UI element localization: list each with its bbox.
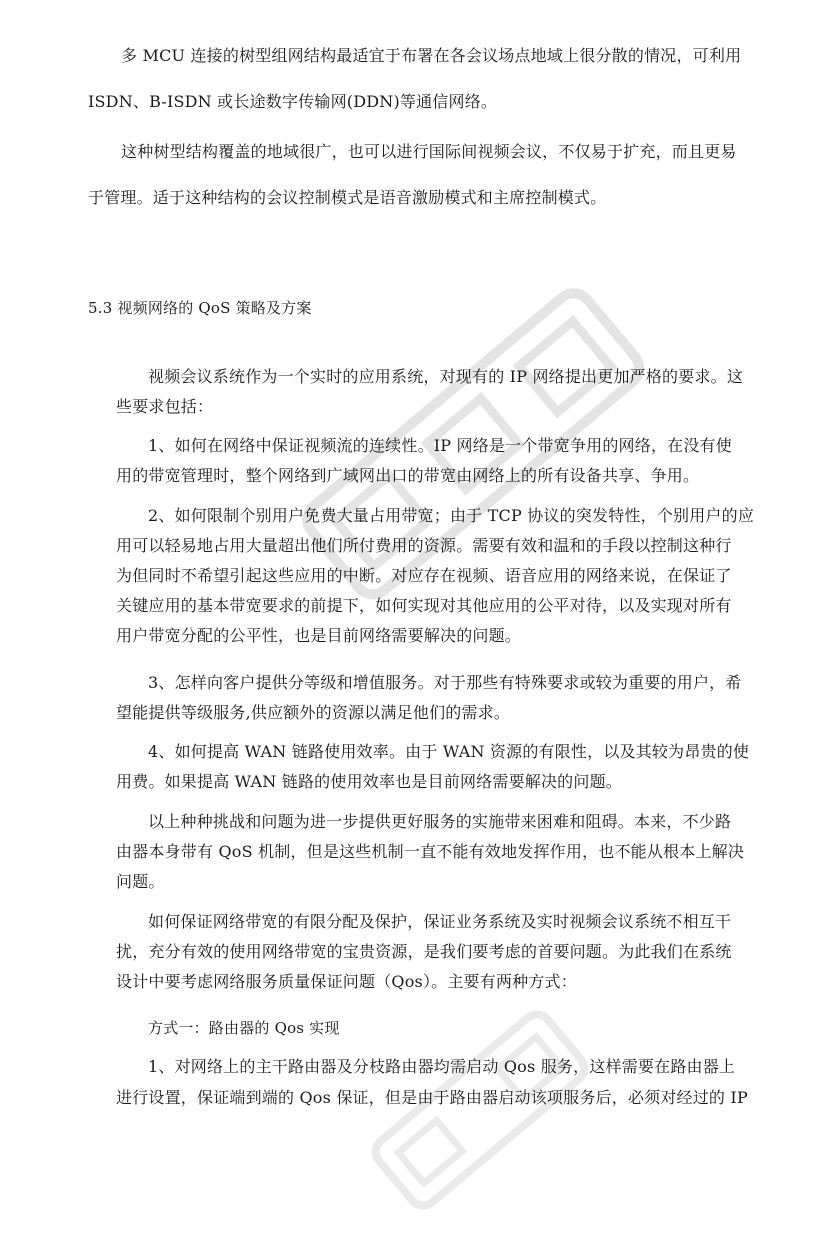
intro-line-2: ISDN、B-ISDN 或长途数字传输网(DDN)等通信网络。 xyxy=(88,92,498,111)
body-line-22: 进行设置，保证端到端的 Qos 保证，但是由于路由器启动该项服务后，必须对经过的 IP xyxy=(116,1088,748,1107)
section-heading: 5.3 视频网络的 QoS 策略及方案 xyxy=(88,299,312,317)
body-line-9: 用户带宽分配的公平性，也是目前网络需要解决的问题。 xyxy=(116,626,522,645)
body-line-5: 2、如何限制个别用户免费大量占用带宽；由于 TCP 协议的突发特性，个别用户的应 xyxy=(148,506,755,525)
body-line-6: 用可以轻易地占用大量超出他们所付费用的资源。需要有效和温和的手段以控制这种行 xyxy=(116,536,732,555)
body-line-16: 问题。 xyxy=(116,872,165,891)
body-line-18: 扰，充分有效的使用网络带宽的宝贵资源，是我们要考虑的首要问题。为此我们在系统 xyxy=(116,942,732,961)
intro-line-4: 于管理。适于这种结构的会议控制模式是语音激励模式和主席控制模式。 xyxy=(88,188,607,207)
body-line-12: 4、如何提高 WAN 链路使用效率。由于 WAN 资源的有限性，以及其较为昂贵的使 xyxy=(148,742,750,761)
body-line-2: 些要求包括： xyxy=(116,397,214,416)
body-line-4: 用的带宽管理时，整个网络到广域网出口的带宽由网络上的所有设备共享、争用。 xyxy=(116,466,700,485)
body-line-1: 视频会议系统作为一个实时的应用系统，对现有的 IP 网络提出更加严格的要求。这 xyxy=(148,367,744,386)
body-line-14: 以上种种挑战和问题为进一步提供更好服务的实施带来困难和阻碍。本来，不少路 xyxy=(148,812,732,831)
body-line-15: 由器本身带有 QoS 机制，但是这些机制一直不能有效地发挥作用，也不能从根本上解决 xyxy=(116,842,745,861)
body-line-8: 关键应用的基本带宽要求的前提下，如何实现对其他应用的公平对待，以及实现对所有 xyxy=(116,596,732,615)
body-line-3: 1、如何在网络中保证视频流的连续性。IP 网络是一个带宽争用的网络，在没有使 xyxy=(148,436,732,455)
body-line-20: 方式一：路由器的 Qos 实现 xyxy=(148,1019,340,1037)
body-line-17: 如何保证网络带宽的有限分配及保护，保证业务系统及实时视频会议系统不相互干 xyxy=(148,912,732,931)
body-line-7: 为但同时不希望引起这些应用的中断。对应存在视频、语音应用的网络来说，在保证了 xyxy=(116,566,732,585)
watermark-logo-bottom xyxy=(343,979,617,1241)
body-line-11: 望能提供等级服务,供应额外的资源以满足他们的需求。 xyxy=(116,703,511,722)
body-line-19: 设计中要考虑网络服务质量保证问题（Qos）。主要有两种方式： xyxy=(116,972,577,991)
body-line-21: 1、对网络上的主干路由器及分枝路由器均需启动 Qos 服务，这样需要在路由器上 xyxy=(148,1057,736,1076)
intro-line-3: 这种树型结构覆盖的地域很广，也可以进行国际间视频会议，不仅易于扩充，而且更易 xyxy=(121,142,737,161)
body-line-10: 3、怎样向客户提供分等级和增值服务。对于那些有特殊要求或较为重要的用户，希 xyxy=(148,673,742,692)
body-line-13: 用费。如果提高 WAN 链路的使用效率也是目前网络需要解决的问题。 xyxy=(116,772,622,791)
intro-line-1: 多 MCU 连接的树型组网结构最适宜于布署在各会议场点地域上很分散的情况，可利用 xyxy=(121,46,742,65)
